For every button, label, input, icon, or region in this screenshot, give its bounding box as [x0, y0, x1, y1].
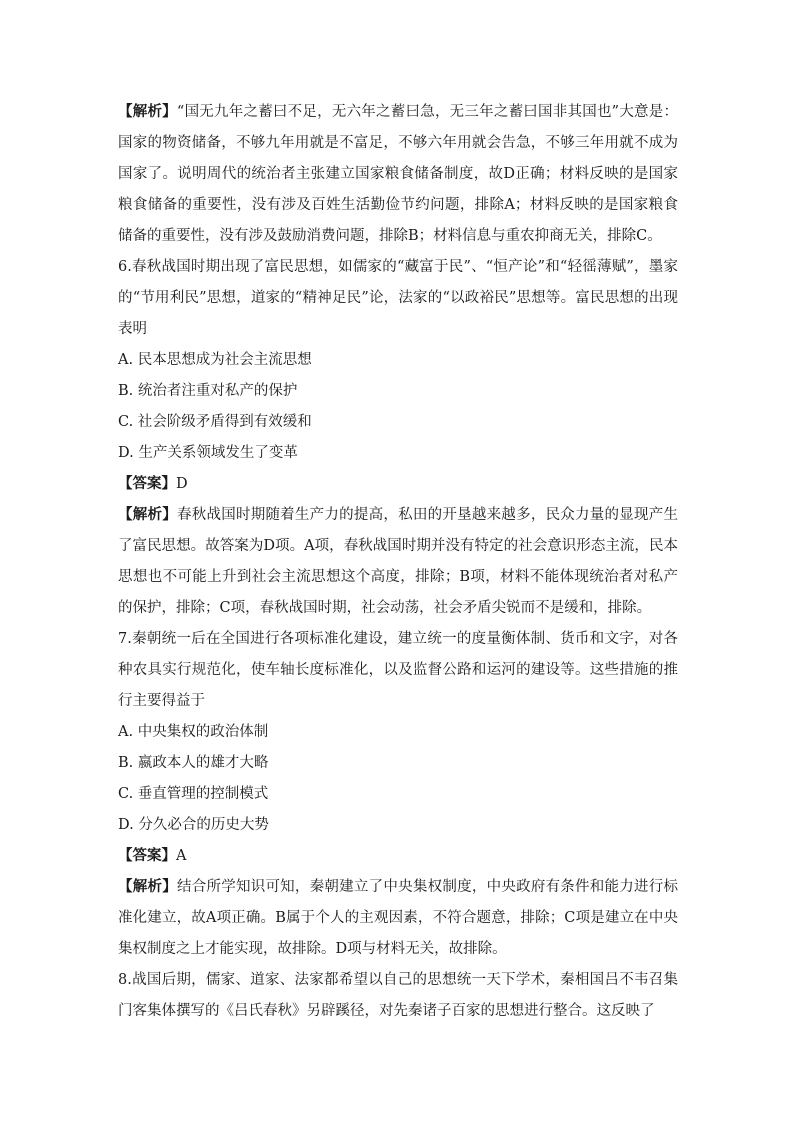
analysis-text: 春秋战国时期随着生产力的提高，私田的开垦越来越多，民众力量的显现产生了富民思想。故答案为D项。A项，春秋战国时期并没有特定的社会意识形态主流，民本思想也不可能上升到社会主流思想这个高度，排除；B项，材料不能体现统治者对私产的保护，排除；C项，春秋战国时期，社会动荡，社会矛盾尖锐而不是缓和，排除。: [118, 507, 679, 616]
analysis-tag: 【解析】: [118, 104, 177, 120]
answer-tag: 【答案】: [118, 848, 176, 864]
analysis-text: “国无九年之蓄曰不足，无六年之蓄曰急，无三年之蓄曰国非其国也”大意是：国家的物资储备，不够九年用就是不富足，不够六年用就会告急，不够三年用就不成为国家了。说明周代的统治者主张建立国家粮食储备制度，故D正确；材料反映的是国家粮食储备的重要性，没有涉及百姓生活勤俭节约问题，排除A；材料反映的是国家粮食储备的重要性，没有涉及鼓励消费问题，排除B；材料信息与重农抑商无关，排除C。: [118, 104, 679, 244]
analysis-paragraph: [118, 872, 678, 965]
option-d: D. 分久必合的历史大势: [118, 817, 269, 833]
question-stem: 7.秦朝统一后在全国进行各项标准化建设，建立统一的度量衡体制、货币和文字，对各种农具实行规范化，使车轴长度标准化，以及监督公路和运河的建设等。这些措施的推行主要得益于: [118, 631, 678, 709]
analysis-tag: 【解析】: [118, 879, 177, 895]
answer-value: A: [176, 848, 187, 864]
question-stem: 8.战国后期，儒家、道家、法家都希望以自己的思想统一天下学术，秦相国吕不韦召集门客集体撰写的《吕氏春秋》另辟蹊径，对先秦诸子百家的思想进行整合。这反映了: [118, 972, 678, 1019]
question-stem: 6.春秋战国时期出现了富民思想，如儒家的“藏富于民”、“恒产论”和“轻徭薄赋”，墨家的“节用利民”思想，道家的“精神足民”论，法家的“以政裕民”思想等。富民思想的出现表明: [118, 259, 678, 337]
option-a: A. 民本思想成为社会主流思想: [118, 352, 312, 368]
option-a: A. 中央集权的政治体制: [118, 724, 269, 740]
analysis-text: 结合所学知识可知，秦朝建立了中央集权制度，中央政府有条件和能力进行标准化建立，故A项正确。B属于个人的主观因素，不符合题意，排除；C项是建立在中央集权制度之上才能实现，故排除。D项与材料无关，故排除。: [118, 879, 679, 957]
option-d: D. 生产关系领域发生了变革: [118, 445, 298, 461]
document-page: [118, 97, 678, 1027]
analysis-paragraph: [118, 97, 678, 252]
answer-line: [118, 841, 678, 872]
option-b: B. 统治者注重对私产的保护: [118, 383, 298, 399]
option-c: C. 社会阶级矛盾得到有效缓和: [118, 414, 312, 430]
answer-line: [118, 469, 678, 500]
option-c: C. 垂直管理的控制模式: [118, 786, 269, 802]
answer-value: D: [176, 476, 188, 492]
option-b: B. 嬴政本人的雄才大略: [118, 755, 269, 771]
answer-tag: 【答案】: [118, 476, 176, 492]
analysis-paragraph: [118, 500, 678, 624]
analysis-tag: 【解析】: [118, 507, 177, 523]
